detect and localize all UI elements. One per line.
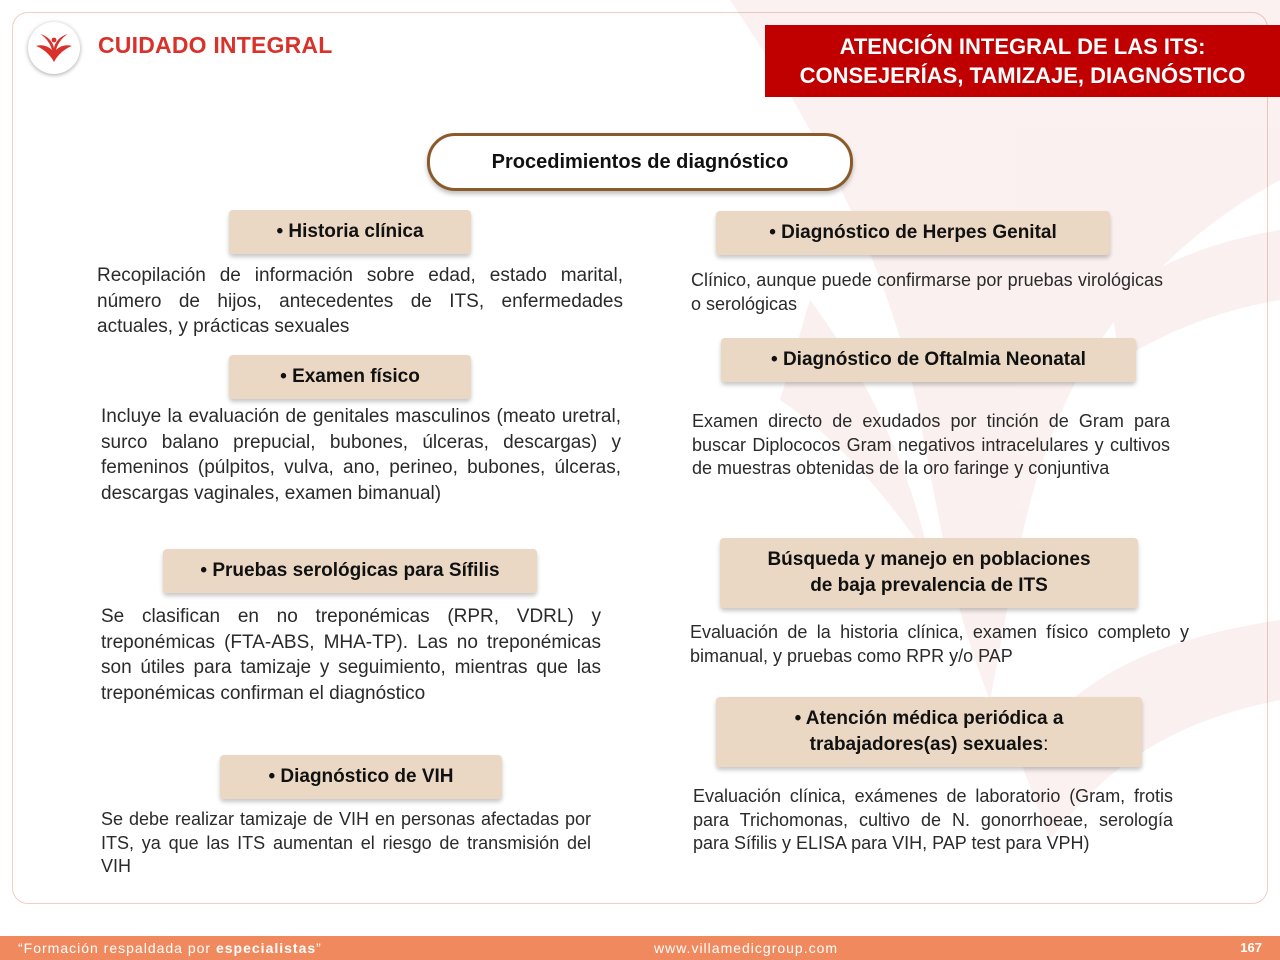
label-pruebas-sifilis: • Pruebas serológicas para Sífilis xyxy=(163,549,537,593)
logo xyxy=(28,22,80,74)
label-trabajadores-sexuales xyxy=(716,697,1142,767)
slide-title-line-2: CONSEJERÍAS, TAMIZAJE, DIAGNÓSTICO xyxy=(799,63,1246,88)
label-trabajadores-colon: : xyxy=(1043,734,1049,755)
footer-bar xyxy=(0,936,1280,960)
page-number: 167 xyxy=(1240,940,1262,955)
label-trabajadores-line-2 xyxy=(810,732,1049,758)
text-baja-prevalencia: Evaluación de la historia clínica, examen físico completo y bimanual, y pruebas como RPR y/o PAP xyxy=(690,622,1189,666)
phoenix-logo-icon xyxy=(28,22,80,74)
footer-tagline-bold: especialistas xyxy=(215,940,317,956)
label-historia-clinica: • Historia clínica xyxy=(229,210,471,254)
label-baja-prevalencia-line-2: de baja prevalencia de ITS xyxy=(810,575,1048,596)
text-historia-clinica: Recopilación de información sobre edad, estado marital, número de hijos, antecedentes de ITS, enfermedades actuales, y prácticas sexuales xyxy=(97,265,623,337)
footer-tagline-suffix: ” xyxy=(316,940,322,956)
label-trabajadores-line-2-text: trabajadores(as) sexuales xyxy=(809,734,1044,755)
section-title: Procedimientos de diagnóstico xyxy=(427,133,853,191)
text-pruebas-sifilis: Se clasifican en no treponémicas (RPR, VDRL) y treponémicas (FTA-ABS, MHA-TP). Las no treponémicas son útiles para tamizaje y seguimiento, mientras que las treponémicas confirman el diagnóstico xyxy=(101,606,601,704)
footer-website[interactable]: www.villamedicgroup.com xyxy=(654,940,839,956)
text-trabajadores-sexuales: Evaluación clínica, exámenes de laboratorio (Gram, frotis para Trichomonas, cultivo de N. gonorrhoeae, serología para Sífilis y ELISA para VIH, PAP test para VPH) xyxy=(693,786,1173,853)
label-trabajadores-line-1: • Atención médica periódica a xyxy=(794,708,1064,729)
label-oftalmia-neonatal: • Diagnóstico de Oftalmia Neonatal xyxy=(721,338,1136,382)
label-herpes-genital: • Diagnóstico de Herpes Genital xyxy=(716,211,1110,255)
text-herpes-genital: Clínico, aunque puede confirmarse por pruebas virológicas o serológicas xyxy=(691,270,1163,314)
label-baja-prevalencia xyxy=(720,538,1138,608)
slide-title xyxy=(765,25,1280,97)
footer-tagline xyxy=(18,940,322,956)
label-diagnostico-vih: • Diagnóstico de VIH xyxy=(220,755,502,799)
slide-title-line-1: ATENCIÓN INTEGRAL DE LAS ITS: xyxy=(839,34,1206,59)
brand-name: CUIDADO INTEGRAL xyxy=(98,32,333,58)
label-baja-prevalencia-line-1: Búsqueda y manejo en poblaciones xyxy=(767,549,1091,570)
footer-tagline-prefix: “Formación respaldada por xyxy=(18,940,216,956)
text-diagnostico-vih: Se debe realizar tamizaje de VIH en personas afectadas por ITS, ya que las ITS aumentan el riesgo de transmisión del VIH xyxy=(101,809,591,876)
label-examen-fisico: • Examen físico xyxy=(229,355,471,399)
text-examen-fisico: Incluye la evaluación de genitales masculinos (meato uretral, surco balano prepucial, bubones, úlceras, descargas) y femeninos (púlpitos, vulva, ano, perineo, bubones, úlceras, descargas vaginales, examen bimanual) xyxy=(101,406,621,504)
text-oftalmia-neonatal: Examen directo de exudados por tinción de Gram para buscar Diplococos Gram negativos intracelulares y cultivos de muestras obtenidas de la oro faringe y conjuntiva xyxy=(692,411,1170,478)
